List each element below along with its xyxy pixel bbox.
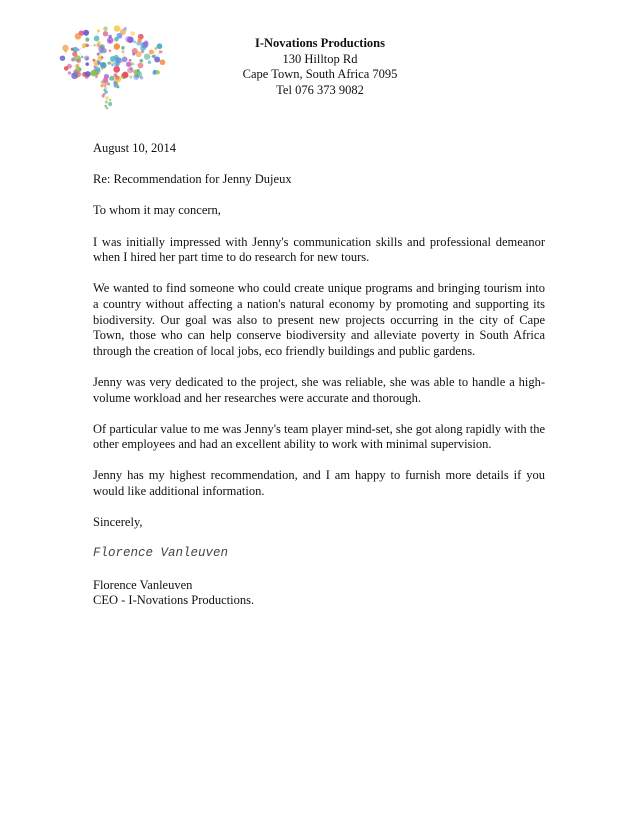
logo-stem-dot: [105, 96, 108, 99]
logo-dot: [138, 63, 144, 69]
logo-dot: [136, 51, 142, 57]
logo-dot: [152, 55, 155, 58]
logo-dot: [100, 84, 103, 87]
logo-dot: [149, 50, 154, 55]
logo-dot: [97, 43, 100, 46]
logo-dot: [103, 31, 108, 36]
logo-dot: [86, 57, 89, 60]
logo-dot: [108, 35, 112, 39]
logo-stem-dot: [108, 102, 112, 106]
letter-body: [93, 141, 545, 624]
letterhead: [170, 36, 470, 98]
logo-dot: [114, 43, 120, 49]
logo-dot: [115, 76, 119, 80]
logo-dot: [133, 70, 137, 74]
logo-dot: [85, 62, 89, 66]
logo-dot: [101, 56, 103, 58]
logo-dot: [75, 33, 82, 40]
signature-block: [93, 578, 545, 609]
logo-dot: [109, 76, 114, 81]
logo-dot: [129, 59, 132, 62]
logo-dot: [155, 70, 160, 75]
signer-name: Florence Vanleuven: [93, 577, 193, 592]
brain-network-icon: [50, 20, 180, 115]
logo-dot: [130, 31, 135, 36]
logo-dot: [154, 47, 157, 50]
letter-closing: Sincerely,: [93, 515, 143, 530]
logo-dot: [97, 53, 100, 56]
logo-dot: [129, 76, 132, 79]
logo-stem-dot: [105, 100, 108, 103]
logo-dot: [85, 44, 89, 48]
logo-dot: [160, 59, 166, 65]
signature: Florence Vanleuven: [93, 546, 229, 561]
company-city: Cape Town, South Africa 7095: [242, 67, 398, 81]
logo-dot: [125, 36, 132, 43]
logo-dot: [121, 46, 125, 50]
logo-dot: [122, 72, 129, 79]
letter-paragraph: We wanted to find someone who could create unique programs and bringing tourism into a country without affecting a nation's natural economy by promoting and supporting its biodiversity. Our goal was also to present new projects occurring in the city of Cape Town, those who can help conserve biodiversity and alleviate poverty in South Africa through the creation of local jobs, eco friendly buildings and public gardens.: [93, 281, 545, 358]
logo-dot: [62, 45, 68, 51]
logo-dot: [153, 72, 156, 75]
logo-dot: [139, 59, 143, 63]
signer-title: CEO - I-Novations Productions.: [93, 593, 255, 608]
logo-dot: [64, 66, 69, 71]
logo-dot: [133, 41, 136, 44]
logo-stem-dot: [105, 107, 108, 110]
logo-dot: [140, 45, 145, 50]
letter-date: August 10, 2014: [93, 141, 176, 155]
logo-dot: [93, 44, 95, 46]
logo-dot: [85, 71, 91, 77]
logo-dot: [116, 84, 119, 87]
letter-paragraph: Of particular value to me was Jenny's team player mind-set, she got along rapidly with the other employees and had an excellent ability to work with minimal supervision.: [93, 421, 545, 452]
logo-dot: [94, 66, 97, 69]
logo-dot: [90, 70, 96, 76]
logo-dot: [111, 64, 113, 66]
logo-dot: [100, 63, 105, 68]
logo-dot: [157, 43, 163, 49]
logo-stem-dot: [102, 94, 105, 97]
logo-dot: [68, 71, 71, 74]
logo-dot: [79, 68, 82, 71]
letter-paragraph: I was initially impressed with Jenny's communication skills and professional demeanor when I hired her part time to do research for new tours.: [93, 234, 545, 265]
letter-subject: Re: Recommendation for Jenny Dujeux: [93, 172, 292, 187]
logo-dot: [99, 49, 103, 53]
logo-dot: [122, 50, 125, 53]
logo-dot: [114, 25, 121, 32]
logo-dot: [74, 71, 78, 75]
logo-dot: [140, 76, 143, 79]
letter-paragraph: Jenny was very dedicated to the project, she was reliable, she was able to handle a high-volume workload and her researches were accurate and thorough.: [93, 374, 545, 405]
logo-dot: [127, 67, 133, 73]
logo-dot: [104, 74, 109, 79]
logo-dot: [159, 50, 162, 53]
logo-dot: [77, 59, 82, 64]
logo-dot: [97, 61, 101, 65]
letter-salutation: To whom it may concern,: [93, 203, 221, 218]
company-address: 130 Hilltop Rd: [282, 51, 358, 66]
logo-dot: [144, 54, 150, 60]
letter-paragraph: Jenny has my highest recommendation, and I am happy to furnish more details if you would like additional information.: [93, 468, 545, 499]
logo-stem-dot: [107, 82, 110, 85]
logo-dot: [113, 66, 120, 73]
logo-dot: [103, 26, 108, 31]
logo-dot: [83, 30, 89, 36]
company-name: I-Novations Productions: [255, 36, 385, 50]
logo-dot: [97, 29, 100, 32]
logo-dot: [72, 51, 77, 56]
logo-dot: [122, 56, 128, 62]
logo-dot: [115, 57, 121, 63]
company-phone: Tel 076 373 9082: [276, 82, 364, 97]
logo-dot: [107, 62, 110, 65]
logo-dot: [126, 62, 131, 67]
logo-dot: [120, 29, 126, 35]
logo-dot: [109, 50, 111, 52]
logo-stem-dot: [109, 99, 111, 101]
logo-dot: [85, 38, 89, 42]
logo-dot: [148, 61, 151, 64]
logo-dot: [95, 76, 98, 79]
logo-dot: [60, 55, 65, 60]
logo-dot: [81, 56, 84, 59]
logo-dot: [94, 36, 100, 42]
logo-dot: [137, 38, 141, 42]
logo-stem-dot: [101, 80, 104, 83]
logo-dot: [110, 56, 116, 62]
